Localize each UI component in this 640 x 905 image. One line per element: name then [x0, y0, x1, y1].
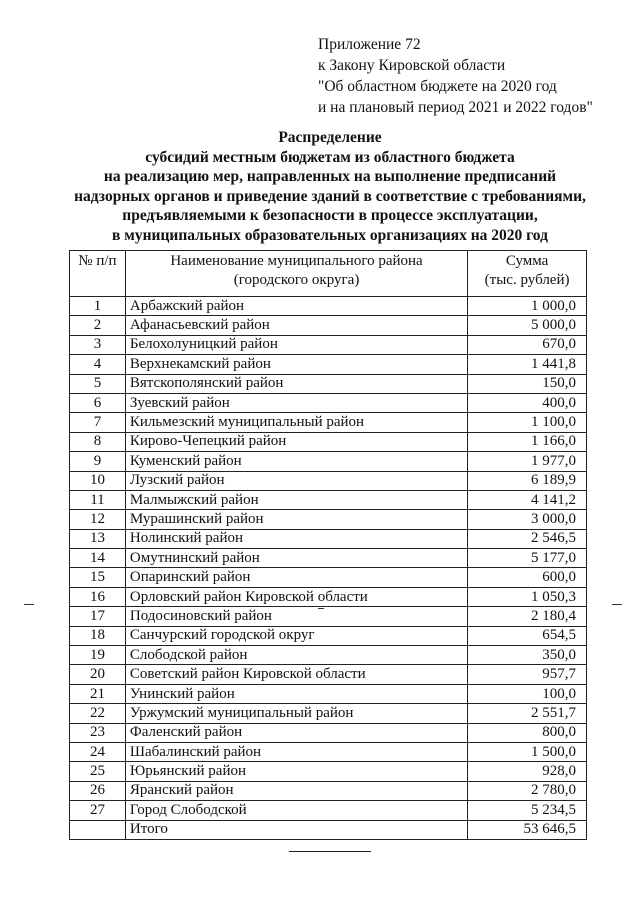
- district-name: Яранский район: [125, 781, 467, 800]
- row-number: 13: [70, 529, 126, 548]
- subsidy-amount: 957,7: [468, 665, 587, 684]
- appendix-line-2: к Закону Кировской области: [318, 57, 506, 74]
- row-number: [70, 820, 126, 839]
- subsidy-amount: 1 000,0: [468, 297, 587, 316]
- appendix-line-3: "Об областном бюджете на 2020 год: [318, 78, 557, 95]
- subsidy-amount: 1 977,0: [468, 452, 587, 471]
- row-number: 16: [70, 587, 126, 606]
- district-name: Орловский район Кировской области: [125, 587, 467, 606]
- scan-mark-center: [318, 608, 324, 609]
- district-name: Слободской район: [125, 646, 467, 665]
- row-number: 26: [70, 781, 126, 800]
- row-number: 8: [70, 432, 126, 451]
- district-name: Лузский район: [125, 471, 467, 490]
- district-name: Зуевский район: [125, 393, 467, 412]
- footer-divider: [289, 851, 371, 852]
- district-name: Город Слободской: [125, 801, 467, 820]
- table-row: [70, 452, 587, 471]
- row-number: 14: [70, 549, 126, 568]
- subsidy-amount: 1 500,0: [468, 742, 587, 761]
- appendix-line-1: Приложение 72: [318, 36, 421, 53]
- district-name: Белохолуницкий район: [125, 335, 467, 354]
- title-line-1: Распределение: [278, 129, 382, 146]
- subsidy-amount: 5 000,0: [468, 316, 587, 335]
- table-header-row: [70, 251, 587, 297]
- header-sum-line-2: (тыс. рублей): [484, 272, 570, 288]
- header-num: № п/п: [70, 251, 126, 297]
- table-row: [70, 587, 587, 606]
- row-number: 24: [70, 742, 126, 761]
- header-name-line-2: (городского округа): [233, 272, 360, 288]
- district-name: Нолинский район: [125, 529, 467, 548]
- row-number: 11: [70, 490, 126, 509]
- table-row: [70, 297, 587, 316]
- row-number: 17: [70, 607, 126, 626]
- row-number: 3: [70, 335, 126, 354]
- row-number: 7: [70, 413, 126, 432]
- row-number: 10: [70, 471, 126, 490]
- district-name: Куменский район: [125, 452, 467, 471]
- title-line-5: предъявляемыми к безопасности в процессе эксплуатации,: [122, 207, 538, 225]
- table-row: [70, 801, 587, 820]
- district-name: Советский район Кировской области: [125, 665, 467, 684]
- district-name: Санчурский городской округ: [125, 626, 467, 645]
- district-name: Мурашинский район: [125, 510, 467, 529]
- district-name: Итого: [125, 820, 467, 839]
- title-line-6: в муниципальных образовательных организациях на 2020 год: [112, 226, 548, 244]
- subsidy-amount: 928,0: [468, 762, 587, 781]
- table-row: [70, 471, 587, 490]
- table-row: [70, 781, 587, 800]
- district-name: Опаринский район: [125, 568, 467, 587]
- table-row: [70, 704, 587, 723]
- document-title: [40, 128, 620, 246]
- subsidy-amount: 6 189,9: [468, 471, 587, 490]
- table-body: [70, 297, 587, 840]
- row-number: 6: [70, 393, 126, 412]
- title-line-3: на реализацию мер, направленных на выполнение предписаний: [103, 168, 557, 186]
- subsidy-amount: 400,0: [468, 393, 587, 412]
- table-row: [70, 510, 587, 529]
- subsidy-amount: 1 050,3: [468, 587, 587, 606]
- table-row: [70, 355, 587, 374]
- table-row: [70, 646, 587, 665]
- table-row: [70, 374, 587, 393]
- subsidy-amount: 4 141,2: [468, 490, 587, 509]
- title-line-2: субсидий местным бюджетам из областного бюджета: [145, 148, 515, 166]
- appendix-header: [318, 34, 593, 118]
- district-name: Вятскополянский район: [125, 374, 467, 393]
- table-row: [70, 684, 587, 703]
- header-sum: [468, 251, 587, 297]
- header-name: [125, 251, 467, 297]
- table-row: [70, 432, 587, 451]
- district-name: Унинский район: [125, 684, 467, 703]
- subsidy-amount: 2 546,5: [468, 529, 587, 548]
- subsidy-amount: 3 000,0: [468, 510, 587, 529]
- header-name-line-1: Наименование муниципального района: [170, 253, 423, 269]
- scan-mark-right: [612, 604, 622, 605]
- subsidy-amount: 600,0: [468, 568, 587, 587]
- subsidy-amount: 654,5: [468, 626, 587, 645]
- header-sum-line-1: Сумма: [505, 253, 549, 269]
- subsidy-amount: 5 177,0: [468, 549, 587, 568]
- row-number: 15: [70, 568, 126, 587]
- subsidy-table: [69, 250, 587, 840]
- district-name: Шабалинский район: [125, 742, 467, 761]
- district-name: Уржумский муниципальный район: [125, 704, 467, 723]
- subsidy-amount: 1 166,0: [468, 432, 587, 451]
- subsidy-amount: 1 100,0: [468, 413, 587, 432]
- district-name: Верхнекамский район: [125, 355, 467, 374]
- table-row: [70, 665, 587, 684]
- subsidy-amount: 2 180,4: [468, 607, 587, 626]
- row-number: 21: [70, 684, 126, 703]
- table-row: [70, 529, 587, 548]
- subsidy-amount: 2 780,0: [468, 781, 587, 800]
- row-number: 20: [70, 665, 126, 684]
- row-number: 23: [70, 723, 126, 742]
- subsidy-amount: 800,0: [468, 723, 587, 742]
- subsidy-amount: 100,0: [468, 684, 587, 703]
- row-number: 27: [70, 801, 126, 820]
- row-number: 22: [70, 704, 126, 723]
- district-name: Афанасьевский район: [125, 316, 467, 335]
- subsidy-amount: 53 646,5: [468, 820, 587, 839]
- subsidy-amount: 350,0: [468, 646, 587, 665]
- table-row: [70, 762, 587, 781]
- subsidy-amount: 670,0: [468, 335, 587, 354]
- table-row: [70, 626, 587, 645]
- row-number: 2: [70, 316, 126, 335]
- district-name: Омутнинский район: [125, 549, 467, 568]
- table-row: [70, 316, 587, 335]
- district-name: Малмыжский район: [125, 490, 467, 509]
- district-name: Кильмезский муниципальный район: [125, 413, 467, 432]
- scan-mark-left: [24, 604, 34, 605]
- row-number: 9: [70, 452, 126, 471]
- district-name: Юрьянский район: [125, 762, 467, 781]
- table-row: [70, 393, 587, 412]
- subsidy-amount: 150,0: [468, 374, 587, 393]
- row-number: 12: [70, 510, 126, 529]
- table-row: [70, 568, 587, 587]
- table-row: [70, 549, 587, 568]
- district-name: Фаленский район: [125, 723, 467, 742]
- table-row: [70, 723, 587, 742]
- district-name: Кирово-Чепецкий район: [125, 432, 467, 451]
- row-number: 18: [70, 626, 126, 645]
- table-row: [70, 742, 587, 761]
- district-name: Подосиновский район: [125, 607, 467, 626]
- appendix-line-4: и на плановый период 2021 и 2022 годов": [318, 99, 593, 116]
- title-line-4: надзорных органов и приведение зданий в соответствие с требованиями,: [74, 187, 586, 205]
- row-number: 5: [70, 374, 126, 393]
- subsidy-amount: 1 441,8: [468, 355, 587, 374]
- table-row: [70, 335, 587, 354]
- district-name: Арбажский район: [125, 297, 467, 316]
- subsidy-amount: 2 551,7: [468, 704, 587, 723]
- total-row: [70, 820, 587, 839]
- table-row: [70, 413, 587, 432]
- row-number: 19: [70, 646, 126, 665]
- row-number: 25: [70, 762, 126, 781]
- table-row: [70, 490, 587, 509]
- subsidy-amount: 5 234,5: [468, 801, 587, 820]
- row-number: 1: [70, 297, 126, 316]
- row-number: 4: [70, 355, 126, 374]
- table-row: [70, 607, 587, 626]
